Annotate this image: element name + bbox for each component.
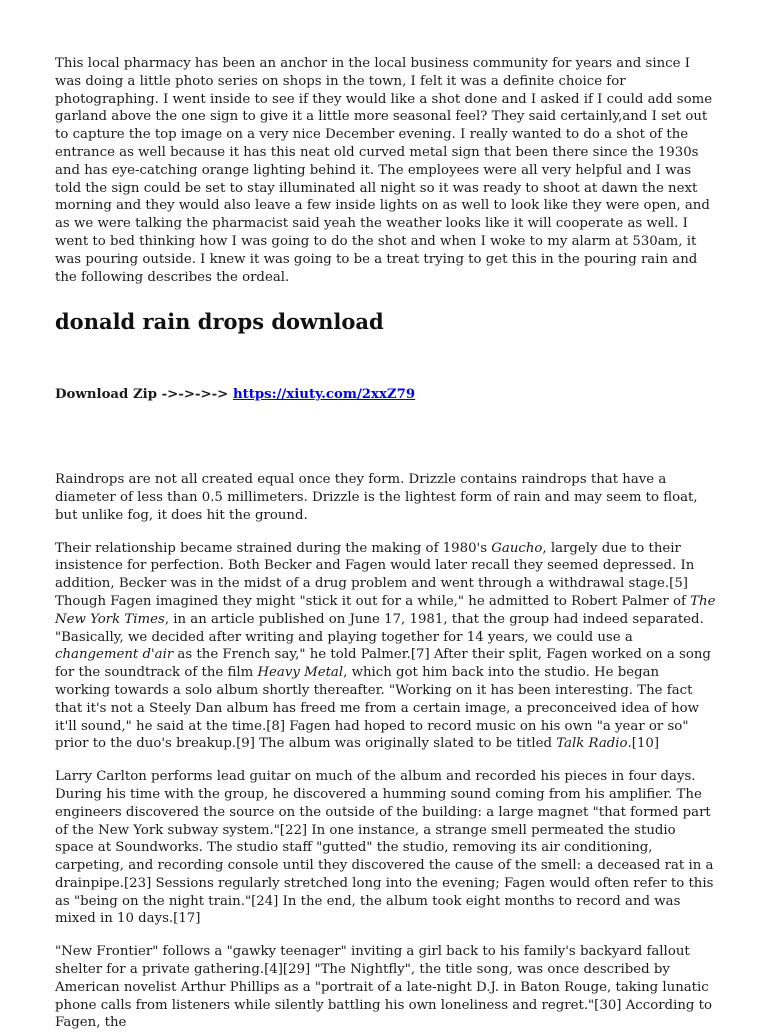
italic-talk-radio: Talk Radio: [556, 736, 628, 752]
text-segment: , in an article published on June 17, 1981, that the group had indeed separated. "Basically, we decided after writing and playing together for 14 years, we could use a: [55, 611, 704, 645]
intro-paragraph: This local pharmacy has been an anchor in the local business community for years and since I was doing a little photo series on shops in the town, I felt it was a definite choice for photographing. I went inside to see if they would like a shot done and I asked if I could add some garland above the one sign to give it a little more seasonal feel? They said certainly,and I set out to capture the top image on a very nice December evening. I really wanted to do a shot of the entrance as well because it has this neat old curved metal sign that been there since the 1930s and has eye-catching orange lighting behind it. The employees were all very helpful and I was told the sign could be set to stay illuminated all night so it was ready to shoot at dawn the next morning and they would also leave a few inside lights on as well to look like they were open, and as we were talking the pharmacist said yeah the weather looks like it will cooperate as well. I went to bed thinking how I was going to do the shot and when I woke to my alarm at 530am, it was pouring outside. I knew it was going to be a treat trying to get this in the pouring rain and the following describes the ordeal.: [55, 56, 713, 285]
page-title: donald rain drops download: [55, 309, 384, 335]
text-segment: , largely due to their insistence for perfection. Both Becker and Fagen would later recall they seemed depressed. In addition, Becker was in the midst of a drug problem and went through a withdrawal stage.[5] Though Fagen imagined they might "stick it out for a while," he admitted to Robert Palmer of: [55, 540, 695, 609]
paragraph-carlton: Larry Carlton performs lead guitar on much of the album and recorded his pieces in four days. During his time with the group, he discovered a humming sound coming from his amplifier. The engineers discovered the source on the outside of the building: a large magnet "that formed part of the New York subway system."[22] In one instance, a strange smell permeated the studio space at Soundworks. The studio staff "gutted" the studio, removing its air conditioning, carpeting, and recording console until they discovered the cause of the smell: a deceased rat in a drainpipe.[23] Sessions regularly stretched long into the evening; Fagen would often refer to this as "being on the night train."[24] In the end, the album took eight months to record and was mixed in 10 days.[17]: [55, 769, 714, 927]
italic-gaucho: Gaucho: [491, 540, 543, 556]
italic-heavy-metal: Heavy Metal: [257, 665, 344, 681]
paragraph-relationship: [55, 540, 717, 754]
text-segment: as the French say," he told Palmer.[7] After their split, Fagen worked on a song for the soundtrack of the film: [55, 647, 711, 681]
download-link[interactable]: https://xiuty.com/2xxZ79: [232, 387, 416, 403]
document-page: [55, 55, 717, 1032]
download-label: Download Zip ->->->->: [55, 387, 233, 403]
download-line: [55, 386, 717, 404]
text-segment: Their relationship became strained during the making of 1980's: [55, 540, 492, 556]
paragraph-new-frontier: "New Frontier" follows a "gawky teenager" inviting a girl back to his family's backyard fallout shelter for a private gathering.[4][29] "The Nightfly", the title song, was once described by American novelist Arthur Phillips as a "portrait of a late-night D.J. in Baton Rouge, taking lunatic phone calls from listeners while silently battling his own loneliness and regret."[30] According to Fagen, the: [55, 944, 712, 1031]
paragraph-raindrops: Raindrops are not all created equal once they form. Drizzle contains raindrops that have a diameter of less than 0.5 millimeters. Drizzle is the lightest form of rain and may seem to float, but unlike fog, it does hit the ground.: [55, 472, 698, 523]
text-segment: , which got him back into the studio. He began working towards a solo album shortly thereafter. "Working on it has been interesting. The fact that it's not a Steely Dan album has freed me from a certain image, a preconceived idea of how it'll sound," he said at the time.[8] Fagen had hoped to record music on his own "a year or so" prior to the duo's breakup.[9] The album was originally slated to be titled: [55, 665, 700, 752]
italic-nyt: The New York Times: [55, 593, 716, 627]
italic-changement: changement d'air: [55, 647, 174, 663]
text-segment: .[10]: [627, 736, 660, 752]
